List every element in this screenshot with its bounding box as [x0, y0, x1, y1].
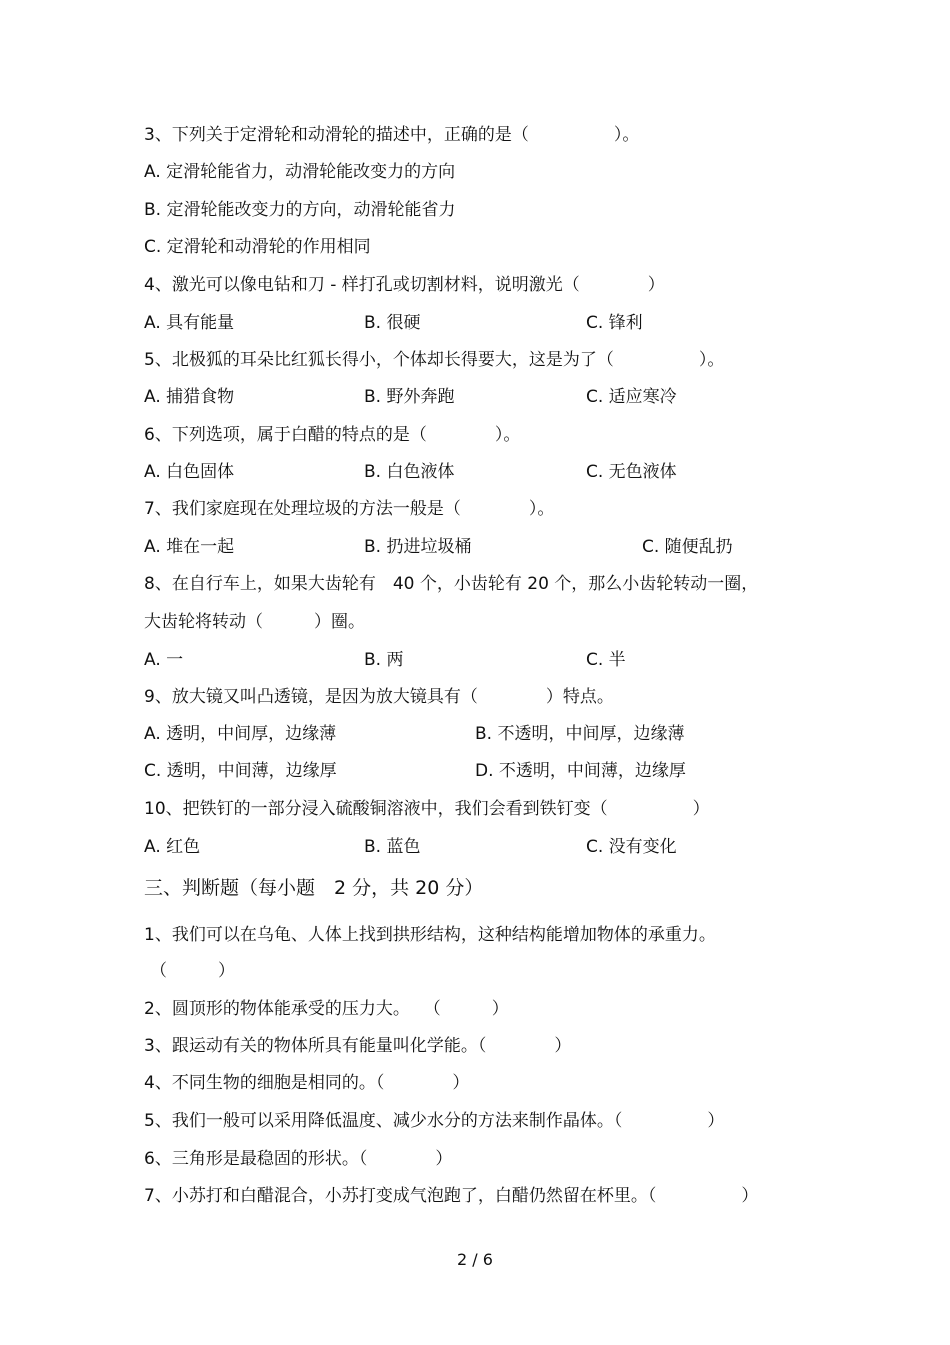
- question-8-continued: 大齿轮将转动（ ）圈。: [144, 612, 365, 632]
- q6-option-a: A. 白色固体: [144, 462, 235, 482]
- tf-item-1-blank: （ ）: [150, 961, 235, 981]
- q10-option-a: A. 红色: [144, 837, 201, 857]
- q7-option-b: B. 扔进垃圾桶: [364, 537, 472, 557]
- tf-item-2: 2、圆顶形的物体能承受的压力大。 （ ）: [144, 999, 509, 1019]
- question-5: 5、北极狐的耳朵比红狐长得小，个体却长得要大，这是为了（ ）。: [144, 350, 725, 370]
- tf-item-1: 1、我们可以在乌龟、人体上找到拱形结构，这种结构能增加物体的承重力。: [144, 925, 716, 945]
- q10-option-c: C. 没有变化: [586, 837, 677, 857]
- tf-item-6: 6、三角形是最稳固的形状。（ ）: [144, 1149, 453, 1169]
- tf-item-3: 3、跟运动有关的物体所具有能量叫化学能。（ ）: [144, 1036, 572, 1056]
- q9-option-d: D. 不透明，中间薄，边缘厚: [475, 761, 686, 781]
- question-4: 4、激光可以像电钻和刀 - 样打孔或切割材料，说明激光（ ）: [144, 275, 665, 295]
- q9-option-a: A. 透明，中间厚，边缘薄: [144, 724, 337, 744]
- q9-option-c: C. 透明，中间薄，边缘厚: [144, 761, 337, 781]
- page-number: 2 / 6: [457, 1250, 493, 1269]
- q5-option-c: C. 适应寒冷: [586, 387, 677, 407]
- q7-option-c: C. 随便乱扔: [642, 537, 733, 557]
- q8-option-b: B. 两: [364, 650, 404, 670]
- q9-option-b: B. 不透明，中间厚，边缘薄: [475, 724, 685, 744]
- q5-option-b: B. 野外奔跑: [364, 387, 455, 407]
- q5-option-a: A. 捕猎食物: [144, 387, 235, 407]
- q3-option-a: A. 定滑轮能省力，动滑轮能改变力的方向: [144, 162, 456, 182]
- question-8: 8、在自行车上，如果大齿轮有 40 个，小齿轮有 20 个，那么小齿轮转动一圈，: [144, 574, 759, 594]
- question-7: 7、我们家庭现在处理垃圾的方法一般是（ ）。: [144, 499, 555, 519]
- q6-option-b: B. 白色液体: [364, 462, 455, 482]
- q8-option-c: C. 半: [586, 650, 626, 670]
- section-3-heading: 三、判断题（每小题 2 分，共 20 分）: [144, 877, 484, 899]
- question-3: 3、下列关于定滑轮和动滑轮的描述中，正确的是（ ）。: [144, 125, 640, 145]
- q4-option-a: A. 具有能量: [144, 313, 235, 333]
- tf-item-7: 7、小苏打和白醋混合，小苏打变成气泡跑了，白醋仍然留在杯里。（ ）: [144, 1186, 759, 1206]
- q8-option-a: A. 一: [144, 650, 184, 670]
- q6-option-c: C. 无色液体: [586, 462, 677, 482]
- question-10: 10、把铁钉的一部分浸入硫酸铜溶液中，我们会看到铁钉变（ ）: [144, 799, 710, 819]
- tf-item-5: 5、我们一般可以采用降低温度、减少水分的方法来制作晶体。（ ）: [144, 1111, 725, 1131]
- q3-option-c: C. 定滑轮和动滑轮的作用相同: [144, 237, 371, 257]
- q7-option-a: A. 堆在一起: [144, 537, 235, 557]
- question-6: 6、下列选项，属于白醋的特点的是（ ）。: [144, 425, 521, 445]
- q10-option-b: B. 蓝色: [364, 837, 421, 857]
- q4-option-b: B. 很硬: [364, 313, 421, 333]
- q3-option-b: B. 定滑轮能改变力的方向，动滑轮能省力: [144, 200, 456, 220]
- q4-option-c: C. 锋利: [586, 313, 643, 333]
- tf-item-4: 4、不同生物的细胞是相同的。（ ）: [144, 1073, 470, 1093]
- question-9: 9、放大镜又叫凸透镜，是因为放大镜具有（ ）特点。: [144, 687, 614, 707]
